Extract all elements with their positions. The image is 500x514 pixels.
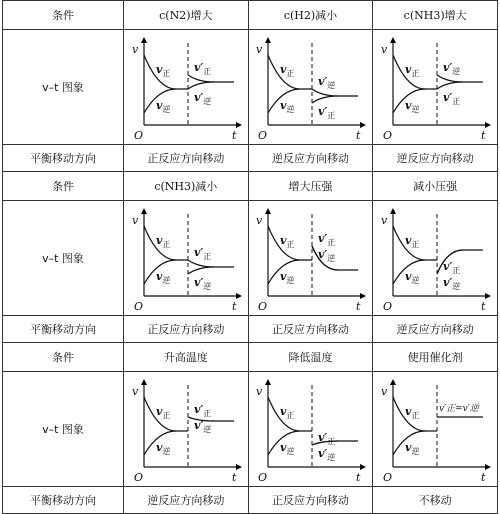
v-rev-prime-curve	[437, 75, 463, 82]
v-rev-prime-label: $v'_逆$	[318, 447, 336, 462]
y-axis-arrow	[141, 37, 147, 43]
y-axis-arrow	[390, 208, 396, 214]
condition-label: 条件	[3, 343, 124, 372]
origin-label: O	[133, 471, 143, 484]
direction-cell: 正反应方向移动	[248, 487, 373, 514]
origin-label: O	[133, 300, 143, 313]
y-axis-label: v	[381, 43, 388, 56]
v-rev-label: $v_逆$	[405, 99, 420, 114]
v-rev-prime-curve	[312, 89, 338, 96]
v-rev-label: $v_逆$	[155, 99, 171, 114]
v-rev-prime-curve	[188, 82, 214, 89]
v-fwd-label: $v_正$	[280, 234, 295, 249]
equilibrium-shift-table	[2, 0, 498, 514]
direction-label: 平衡移动方向	[3, 487, 124, 514]
y-axis-label: v	[131, 43, 139, 56]
x-axis-arrow	[485, 293, 491, 299]
v-fwd-label: $v_正$	[405, 405, 420, 420]
x-axis-arrow	[360, 293, 366, 299]
condition-cell: c(H2)减小	[248, 1, 373, 30]
v-rev-label: $v_逆$	[280, 441, 295, 456]
graph-n2-increase	[130, 31, 242, 143]
v-fwd-prime-curve	[188, 260, 234, 267]
v-fwd-prime-label: $v'_正$	[193, 403, 212, 418]
v-fwd-label: $v_正$	[280, 63, 295, 78]
direction-label: 平衡移动方向	[3, 145, 124, 172]
y-axis-label: v	[131, 214, 139, 227]
v-fwd-prime-curve	[437, 82, 483, 89]
direction-label: 平衡移动方向	[3, 316, 124, 343]
y-axis-label: v	[256, 214, 263, 227]
direction-cell: 逆反应方向移动	[373, 316, 498, 343]
condition-cell: 降低温度	[248, 343, 373, 372]
y-axis-label: v	[256, 43, 263, 56]
graph-cell	[248, 201, 373, 316]
v-fwd-label: $v_正$	[155, 234, 171, 249]
v-fwd-prime-label: $v'_正$	[443, 91, 461, 106]
x-axis-arrow	[485, 464, 491, 470]
y-axis-arrow	[141, 379, 147, 385]
graph-row	[3, 372, 498, 487]
graph-cell	[248, 372, 373, 487]
condition-cell: 增大压强	[248, 172, 373, 201]
graph-cell	[248, 30, 373, 145]
direction-cell: 正反应方向移动	[124, 316, 249, 343]
v-fwd-label: $v_正$	[280, 405, 295, 420]
graph-h2-decrease	[254, 31, 366, 143]
y-axis-label: v	[381, 385, 388, 398]
condition-row	[3, 172, 498, 201]
direction-row	[3, 487, 498, 514]
graph-cell	[373, 30, 498, 145]
origin-label: O	[133, 129, 143, 142]
v-fwd-prime-curve	[312, 96, 358, 103]
v-fwd-prime-label: $v'_正$	[193, 61, 212, 76]
graph-cell	[124, 372, 249, 487]
y-axis-arrow	[265, 37, 271, 43]
y-axis-arrow	[141, 208, 147, 214]
x-axis-arrow	[236, 122, 242, 128]
graph-cell	[124, 201, 249, 316]
graph-row	[3, 30, 498, 145]
graph-cell	[373, 372, 498, 487]
graph-label: v–t 图象	[3, 201, 124, 316]
v-rev-prime-label: $v'_逆$	[193, 276, 212, 291]
direction-row	[3, 145, 498, 172]
origin-label: O	[258, 300, 268, 313]
x-axis-label: t	[481, 300, 486, 313]
graph-row	[3, 201, 498, 316]
x-axis-label: t	[356, 471, 361, 484]
condition-row	[3, 343, 498, 372]
condition-cell: c(N2)增大	[124, 1, 249, 30]
v-rev-prime-label: $v'_逆$	[443, 61, 461, 76]
v-rev-label: $v_逆$	[280, 270, 295, 285]
condition-label: 条件	[3, 172, 124, 201]
v-fwd-prime-curve	[188, 75, 234, 82]
v-fwd-prime-label: $v'_正$	[318, 232, 336, 247]
v-fwd-prime-label: $v'_正$	[443, 260, 461, 275]
condition-cell: 使用催化剂	[373, 343, 498, 372]
v-fwd-prime-label: $v'_正$	[193, 246, 212, 261]
graph-label: v–t 图象	[3, 30, 124, 145]
v-rev-prime-curve	[188, 267, 214, 274]
y-axis-label: v	[381, 214, 388, 227]
x-axis-label: t	[356, 300, 361, 313]
x-axis-label: t	[231, 129, 237, 142]
graph-pressure-increase	[254, 202, 366, 314]
direction-cell: 不移动	[373, 487, 498, 514]
direction-cell: 逆反应方向移动	[373, 145, 498, 172]
x-axis-label: t	[481, 129, 486, 142]
direction-cell: 正反应方向移动	[124, 145, 249, 172]
condition-cell: c(NH3)减小	[124, 172, 249, 201]
x-axis-arrow	[236, 464, 242, 470]
y-axis-arrow	[390, 37, 396, 43]
graph-temp-decrease	[254, 373, 366, 485]
direction-cell: 逆反应方向移动	[248, 145, 373, 172]
direction-cell: 逆反应方向移动	[124, 487, 249, 514]
origin-label: O	[258, 471, 268, 484]
origin-label: O	[383, 300, 393, 313]
v-rev-label: $v_逆$	[280, 99, 295, 114]
origin-label: O	[383, 471, 393, 484]
v-equal-label: v′正=v′逆	[439, 404, 479, 414]
x-axis-arrow	[360, 122, 366, 128]
v-rev-label: $v_逆$	[155, 270, 171, 285]
v-rev-label: $v_逆$	[405, 270, 420, 285]
condition-label: 条件	[3, 1, 124, 30]
graph-catalyst	[379, 373, 491, 485]
condition-row	[3, 1, 498, 30]
x-axis-arrow	[485, 122, 491, 128]
x-axis-arrow	[236, 293, 242, 299]
condition-cell: 减小压强	[373, 172, 498, 201]
condition-cell: 升高温度	[124, 343, 249, 372]
v-rev-prime-label: $v'_逆$	[443, 276, 461, 291]
v-fwd-prime-label: $v'_正$	[318, 431, 336, 446]
v-rev-prime-label: $v'_逆$	[318, 248, 336, 263]
direction-cell: 正反应方向移动	[248, 316, 373, 343]
y-axis-arrow	[390, 379, 396, 385]
origin-label: O	[383, 129, 393, 142]
v-fwd-label: $v_正$	[405, 63, 420, 78]
v-rev-prime-label: $v'_逆$	[318, 75, 336, 90]
v-rev-prime-label: $v'_逆$	[193, 91, 212, 106]
graph-cell	[373, 201, 498, 316]
x-axis-label: t	[356, 129, 361, 142]
y-axis-arrow	[265, 379, 271, 385]
y-axis-label: v	[131, 385, 139, 398]
y-axis-arrow	[265, 208, 271, 214]
graph-pressure-decrease	[379, 202, 491, 314]
v-fwd-prime-label: $v'_正$	[318, 105, 336, 120]
v-fwd-label: $v_正$	[155, 63, 171, 78]
graph-temp-increase	[130, 373, 242, 485]
x-axis-arrow	[360, 464, 366, 470]
x-axis-label: t	[231, 300, 237, 313]
graph-label: v–t 图象	[3, 372, 124, 487]
v-fwd-label: $v_正$	[155, 405, 171, 420]
v-fwd-label: $v_正$	[405, 234, 420, 249]
v-rev-label: $v_逆$	[405, 441, 420, 456]
x-axis-label: t	[481, 471, 486, 484]
x-axis-label: t	[231, 471, 237, 484]
graph-cell	[124, 30, 249, 145]
v-rev-label: $v_逆$	[155, 441, 171, 456]
y-axis-label: v	[256, 385, 263, 398]
graph-nh3-decrease	[130, 202, 242, 314]
v-rev-prime-label: $v'_逆$	[193, 419, 212, 434]
origin-label: O	[258, 129, 268, 142]
condition-cell: c(NH3)增大	[373, 1, 498, 30]
graph-nh3-increase	[379, 31, 491, 143]
direction-row	[3, 316, 498, 343]
